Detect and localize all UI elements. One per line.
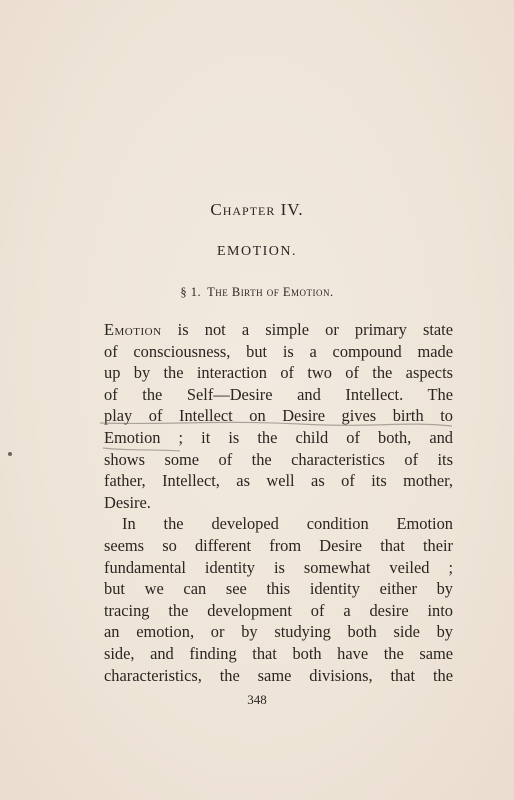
text-line: Emotion ; it is the child of both, and <box>104 427 453 447</box>
text-line: fundamental identity is somewhat veiled ; <box>104 557 453 577</box>
text-line: Desire. <box>104 492 151 512</box>
text-line: tracing the development of a desire into <box>104 600 453 620</box>
text-line: seems so different from Desire that their <box>104 535 453 555</box>
paper-speck <box>8 452 12 456</box>
text-line: of the Self—Desire and Intellect. The <box>104 384 453 404</box>
text-line: father, Intellect, as well as of its mother, <box>104 471 453 491</box>
text-line: shows some of the characteristics of its <box>104 449 453 469</box>
text-line: characteristics, the same divisions, that the <box>104 665 453 685</box>
body-text <box>104 319 453 686</box>
text-line: play of Intellect on Desire gives birth to <box>104 406 453 426</box>
text-line: an emotion, or by studying both side by <box>104 622 453 642</box>
section-title: The Birth of Emotion. <box>207 285 334 299</box>
paragraph-1 <box>104 319 453 513</box>
page-number: 348 <box>247 692 267 707</box>
text-line: of consciousness, but is a compound made <box>104 341 453 361</box>
text-line: Emotion is not a simple or primary state <box>104 320 453 339</box>
section-number: § 1. <box>180 285 202 299</box>
text-line: side, and finding that both have the same <box>104 643 453 663</box>
text-line: but we can see this identity either by <box>104 579 453 599</box>
chapter-title: EMOTION. <box>216 244 298 259</box>
text-line: up by the interaction of two of the aspects <box>104 363 453 383</box>
section-heading <box>0 285 514 300</box>
paragraph-2 <box>104 513 453 686</box>
chapter-heading: Chapter IV. <box>210 200 304 219</box>
lead-word: Emotion <box>104 320 162 339</box>
text-line: In the developed condition Emotion <box>122 514 453 534</box>
